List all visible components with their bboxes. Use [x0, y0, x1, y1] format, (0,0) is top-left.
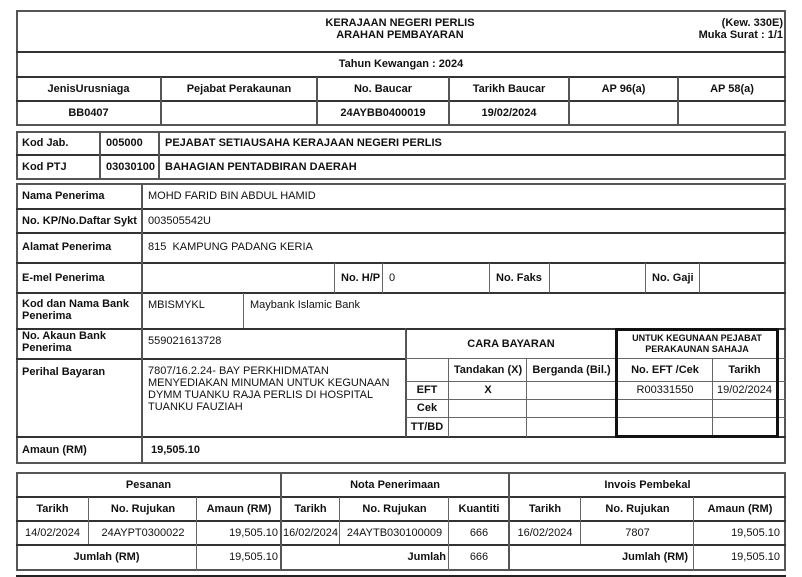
form-code: (Kew. 330E)	[721, 17, 783, 29]
office-use-title-line: PERAKAUNAN SAHAJA	[645, 344, 749, 354]
gaji-value	[700, 264, 784, 292]
invois-total: 19,505.10	[731, 551, 780, 563]
voucher-header-no-baucar: No. Baucar	[353, 82, 413, 95]
invois-col-tarikh: Tarikh	[528, 502, 562, 515]
row-cek-label: Cek	[416, 402, 438, 414]
faks-label: No. Faks	[496, 271, 542, 284]
invois-col-rujukan: No. Rujukan	[605, 502, 670, 515]
nota-kuantiti: 666	[469, 526, 489, 539]
nota-title: Nota Penerimaan	[350, 478, 440, 491]
nota-tarikh: 16/02/2024	[282, 526, 339, 539]
kod-ptj: 03030100	[106, 160, 155, 173]
kod-jab: 005000	[106, 136, 143, 149]
voucher-header-tarikh: Tarikh Baucar	[472, 82, 546, 95]
row-eft-berganda[interactable]	[527, 382, 616, 399]
row-ttbd-berganda[interactable]	[527, 418, 616, 436]
amaun-value: 19,505.10	[151, 443, 200, 456]
akaun-label-line: No. Akaun Bank	[22, 330, 106, 342]
divider	[16, 358, 406, 360]
pesanan-col-rujukan: No. Rujukan	[110, 502, 176, 515]
divider	[243, 293, 244, 328]
kp-value: 003505542U	[148, 214, 212, 227]
row-ttbd-label: TT/BD	[410, 420, 444, 433]
pesanan-total-label: Jumlah (RM)	[73, 551, 140, 563]
perihal-label: Perihal Bayaran	[22, 366, 106, 378]
alamat-value: 815 KAMPUNG PADANG KERIA	[148, 240, 313, 253]
voucher-jenis: BB0407	[68, 106, 109, 119]
row-cek-tandakan[interactable]	[449, 400, 527, 417]
gaji-label: No. Gaji	[652, 271, 694, 284]
office-use-title	[617, 333, 777, 355]
cara-bayaran-title: CARA BAYARAN	[467, 337, 555, 350]
akaun-value: 559021613728	[148, 335, 222, 347]
fiscal-year: Tahun Kewangan : 2024	[338, 58, 464, 70]
nama-value: MOHD FARID BIN ABDUL HAMID	[148, 189, 316, 202]
bank-label-line: Penerima	[22, 310, 72, 322]
row-eft-tandakan[interactable]: X	[484, 384, 492, 396]
invois-total-label: Jumlah (RM)	[622, 551, 688, 563]
voucher-ap58	[678, 102, 786, 124]
pesanan-tarikh: 14/02/2024	[24, 526, 81, 539]
nota-total-label: Jumlah	[407, 551, 446, 563]
kod-jab-label: Kod Jab.	[22, 136, 69, 149]
hp-label: No. H/P	[341, 271, 381, 284]
kod-ptj-name: BAHAGIAN PENTADBIRAN DAERAH	[165, 160, 357, 173]
voucher-header-ap58: AP 58(a)	[710, 82, 754, 95]
kod-ptj-label: Kod PTJ	[22, 160, 67, 173]
col-tandakan: Tandakan (X)	[453, 364, 523, 376]
ttbd-date	[713, 418, 776, 435]
akaun-label-line: Penerima	[22, 342, 72, 354]
invois-col-amaun: Amaun (RM)	[707, 502, 773, 515]
row-eft-label: EFT	[416, 384, 438, 396]
doc-title: ARAHAN PEMBAYARAN	[336, 29, 464, 41]
pesanan-amaun: 19,505.10	[229, 526, 278, 539]
invois-rujukan: 7807	[625, 526, 650, 539]
bank-code: MBISMYKL	[148, 299, 205, 311]
perihal-line: 7807/16.2.24- BAY PERKHIDMATAN	[148, 365, 329, 377]
voucher-header-ap96: AP 96(a)	[601, 82, 646, 95]
hp-value: 0	[389, 271, 396, 284]
voucher-header-pejabat: Pejabat Perakaunan	[186, 82, 292, 95]
pesanan-total: 19,505.10	[229, 551, 278, 563]
row-ttbd-tandakan[interactable]	[449, 418, 527, 436]
emel-value	[142, 264, 334, 292]
faks-value	[550, 264, 645, 292]
amaun-label: Amaun (RM)	[22, 443, 87, 456]
eft-number: R00331550	[636, 384, 694, 396]
pesanan-title: Pesanan	[125, 478, 172, 491]
invois-tarikh: 16/02/2024	[517, 526, 573, 539]
row-cek-berganda[interactable]	[527, 400, 616, 417]
alamat-label: Alamat Penerima	[22, 240, 112, 253]
kod-jab-name: PEJABAT SETIAUSAHA KERAJAAN NEGERI PERLIS	[165, 136, 442, 149]
voucher-header-jenis: JenisUrusniaga	[47, 82, 130, 95]
cek-date	[713, 400, 776, 417]
voucher-pejabat	[161, 102, 317, 124]
kp-label: No. KP/No.Daftar Sykt	[22, 214, 137, 227]
emel-label: E-mel Penerima	[22, 271, 105, 284]
ttbd-number	[618, 418, 712, 435]
perihal-line: DYMM TUANKU RAJA PERLIS DI HOSPITAL	[148, 389, 374, 401]
akaun-label	[22, 330, 142, 354]
divider	[16, 292, 786, 294]
org-name: KERAJAAN NEGERI PERLIS	[325, 17, 475, 29]
page-number: Muka Surat : 1/1	[698, 29, 783, 41]
bank-name: Maybank Islamic Bank	[250, 299, 361, 311]
perihal-line: TUANKU FAUZIAH	[148, 401, 243, 413]
cek-number	[618, 400, 712, 417]
nota-total: 666	[469, 551, 489, 563]
perihal-value	[148, 365, 403, 413]
bank-label-line: Kod dan Nama Bank	[22, 298, 129, 310]
eft-date: 19/02/2024	[716, 384, 773, 396]
nota-col-rujukan: No. Rujukan	[362, 502, 427, 515]
voucher-tarikh: 19/02/2024	[481, 106, 537, 119]
col-berganda: Berganda (Bil.)	[532, 364, 611, 376]
office-use-title-line: UNTUK KEGUNAAN PEJABAT	[632, 333, 762, 343]
nota-rujukan: 24AYTB030100009	[346, 526, 443, 539]
nota-col-tarikh: Tarikh	[294, 502, 327, 515]
bank-label	[22, 298, 142, 322]
voucher-ap96	[569, 102, 678, 124]
pesanan-col-amaun: Amaun (RM)	[206, 502, 272, 515]
col-no-eft: No. EFT /Cek	[631, 364, 699, 376]
nota-col-kuantiti: Kuantiti	[458, 502, 500, 515]
nama-label: Nama Penerima	[22, 189, 105, 202]
pesanan-rujukan: 24AYPT0300022	[101, 526, 185, 539]
col-tarikh: Tarikh	[728, 364, 761, 376]
perihal-line: MENYEDIAKAN MINUMAN UNTUK KEGUNAAN	[148, 377, 390, 389]
voucher-no-baucar: 24AYBB0400019	[340, 106, 426, 119]
pesanan-col-tarikh: Tarikh	[36, 502, 69, 515]
invois-title: Invois Pembekal	[604, 478, 691, 491]
invois-amaun: 19,505.10	[731, 526, 780, 539]
